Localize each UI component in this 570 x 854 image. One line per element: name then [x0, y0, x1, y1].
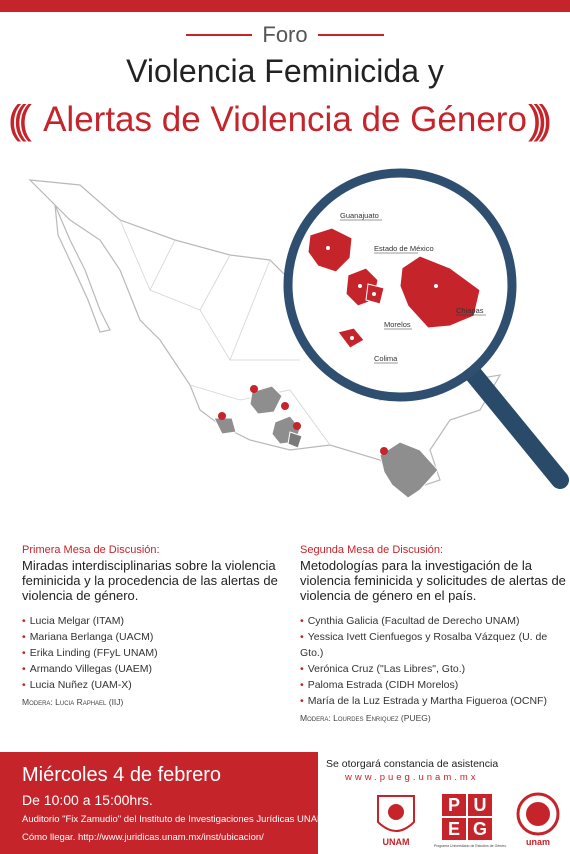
speaker: • María de la Luz Estrada y Martha Figueroa (OCNF)	[300, 693, 568, 709]
sound-wave-left-icon: (((	[8, 98, 24, 142]
unam-round-logo-label: unam	[525, 837, 551, 847]
label-guanajuato: Guanajuato	[340, 211, 379, 220]
unam-round-logo-icon	[514, 792, 562, 848]
speaker: • Armando Villegas (UAEM)	[22, 661, 290, 677]
mesa-2-moderator: Modera: Lourdes Enriquez (PUEG)	[300, 713, 431, 723]
speaker: • Yessica Ivett Cienfuegos y Rosalba Vázquez (U. de Gto.)	[300, 629, 568, 661]
speaker: • Mariana Berlanga (UACM)	[22, 629, 290, 645]
pueg-logo-icon: P U E G	[442, 794, 494, 842]
event-venue: Auditorio "Fix Zamudio" del Instituto de Investigaciones Jurídicas UNAM	[22, 814, 325, 825]
constancia-note: Se otorgará constancia de asistencia	[326, 758, 499, 770]
mesa-2-description: Metodologías para la investigación de la violencia feminicida y solicitudes de alertas de violencia de género en el país.	[300, 558, 566, 603]
colima-gray	[214, 418, 236, 434]
label-morelos: Morelos	[384, 320, 411, 329]
event-date: Miércoles 4 de febrero	[22, 764, 221, 786]
sound-wave-right-icon: )))	[528, 98, 544, 142]
speaker: • Lucia Nuñez (UAM-X)	[22, 677, 290, 693]
title-line1: Violencia Feminicida y	[126, 53, 444, 89]
unam-logo-icon	[372, 792, 420, 848]
pin-icon	[293, 422, 301, 430]
speaker: • Lucia Melgar (ITAM)	[22, 613, 290, 629]
mesa-1	[22, 544, 290, 707]
speaker: • Erika Linding (FFyL UNAM)	[22, 645, 290, 661]
pueg-logo-subtitle: Programa Universitario de Estudios de Género	[433, 844, 507, 848]
top-bar	[0, 0, 570, 12]
pin-icon	[250, 385, 258, 393]
title-line2: Alertas de Violencia de Género	[43, 100, 527, 139]
mesa-2	[300, 544, 568, 723]
event-hours: De 10:00 a 15:00hrs.	[22, 792, 153, 808]
foro-label: Foro	[262, 22, 308, 47]
pin-icon	[380, 447, 388, 455]
speaker: • Verónica Cruz ("Las Libres", Gto.)	[300, 661, 568, 677]
label-chiapas: Chiapas	[456, 306, 484, 315]
label-estado-de-mexico: Estado de México	[374, 244, 434, 253]
magnifier-handle-icon	[470, 370, 560, 480]
pin-icon	[218, 412, 226, 420]
mesa-1-moderator: Modera: Lucia Raphael (IIJ)	[22, 697, 124, 707]
website-link[interactable]: www.pueg.unam.mx	[345, 772, 479, 783]
speaker: • Paloma Estrada (CIDH Morelos)	[300, 677, 568, 693]
mesa-2-heading: Segunda Mesa de Discusión:	[300, 544, 444, 556]
mesa-1-speakers	[22, 613, 290, 693]
speaker: • Cynthia Galicia (Facultad de Derecho UNAM)	[300, 613, 568, 629]
mexico-map	[0, 160, 570, 530]
mesa-1-description: Miradas interdisciplinarias sobre la violencia feminicida y la procedencia de las alertas de violencia de género.	[22, 558, 278, 603]
mesa-2-speakers	[300, 613, 568, 709]
pin-icon	[281, 402, 289, 410]
label-colima: Colima	[374, 354, 398, 363]
unam-logo-label: UNAM	[382, 837, 410, 847]
mesa-1-heading: Primera Mesa de Discusión:	[22, 544, 160, 556]
directions-link[interactable]: Cómo llegar. http://www.juridicas.unam.mx/inst/ubicacion/	[22, 832, 264, 843]
